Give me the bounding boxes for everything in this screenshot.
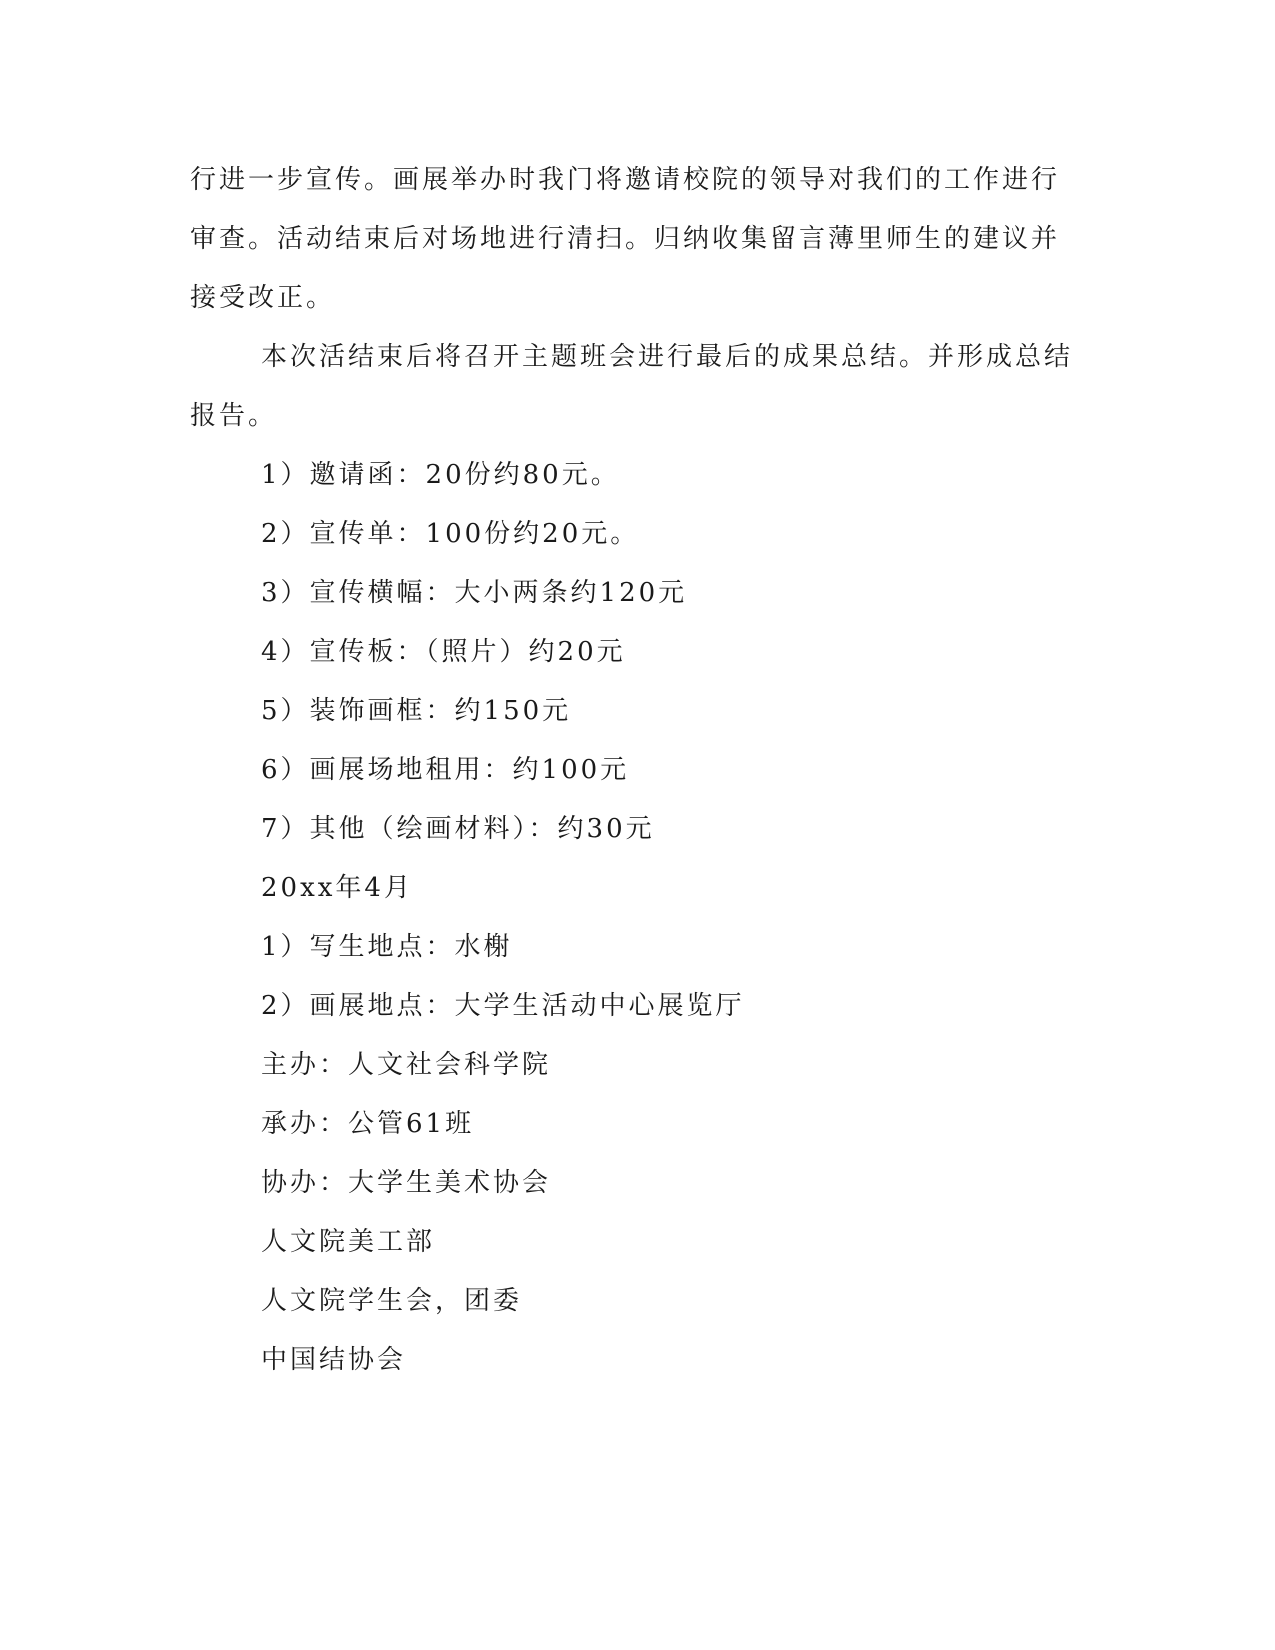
organizer-student-union: 人文院学生会，团委: [261, 1286, 523, 1316]
budget-item-4: 4）宣传板：（照片）约20元: [261, 637, 626, 667]
location-item-1: 1）写生地点：水榭: [261, 932, 513, 962]
location-item-2: 2）画展地点：大学生活动中心展览厅: [261, 991, 745, 1021]
organizer-coorganizer: 协办：大学生美术协会: [261, 1168, 552, 1198]
budget-item-2: 2）宣传单：100份约20元。: [261, 519, 640, 549]
organizer-art-dept: 人文院美工部: [261, 1227, 436, 1257]
budget-item-5: 5）装饰画框：约150元: [261, 696, 572, 726]
budget-item-7: 7）其他（绘画材料）：约30元: [261, 814, 655, 844]
organizer-undertaker: 承办：公管61班: [261, 1109, 475, 1139]
paragraph1-line3: 接受改正。: [190, 283, 336, 313]
date-line: 20xx年4月: [261, 873, 413, 903]
paragraph2-line2: 报告。: [190, 401, 278, 431]
organizer-host: 主办：人文社会科学院: [261, 1050, 552, 1080]
paragraph1-line1: 行进一步宣传。画展举办时我门将邀请校院的领导对我们的工作进行: [190, 165, 1061, 195]
budget-item-3: 3）宣传横幅：大小两条约120元: [261, 578, 688, 608]
budget-item-6: 6）画展场地租用：约100元: [261, 755, 630, 785]
organizer-knot-association: 中国结协会: [261, 1345, 407, 1375]
paragraph1-line2: 审查。活动结束后对场地进行清扫。归纳收集留言薄里师生的建议并: [190, 224, 1061, 254]
budget-item-1: 1）邀请函：20份约80元。: [261, 460, 620, 490]
paragraph2-line1: 本次活结束后将召开主题班会进行最后的成果总结。并形成总结: [261, 342, 1074, 372]
